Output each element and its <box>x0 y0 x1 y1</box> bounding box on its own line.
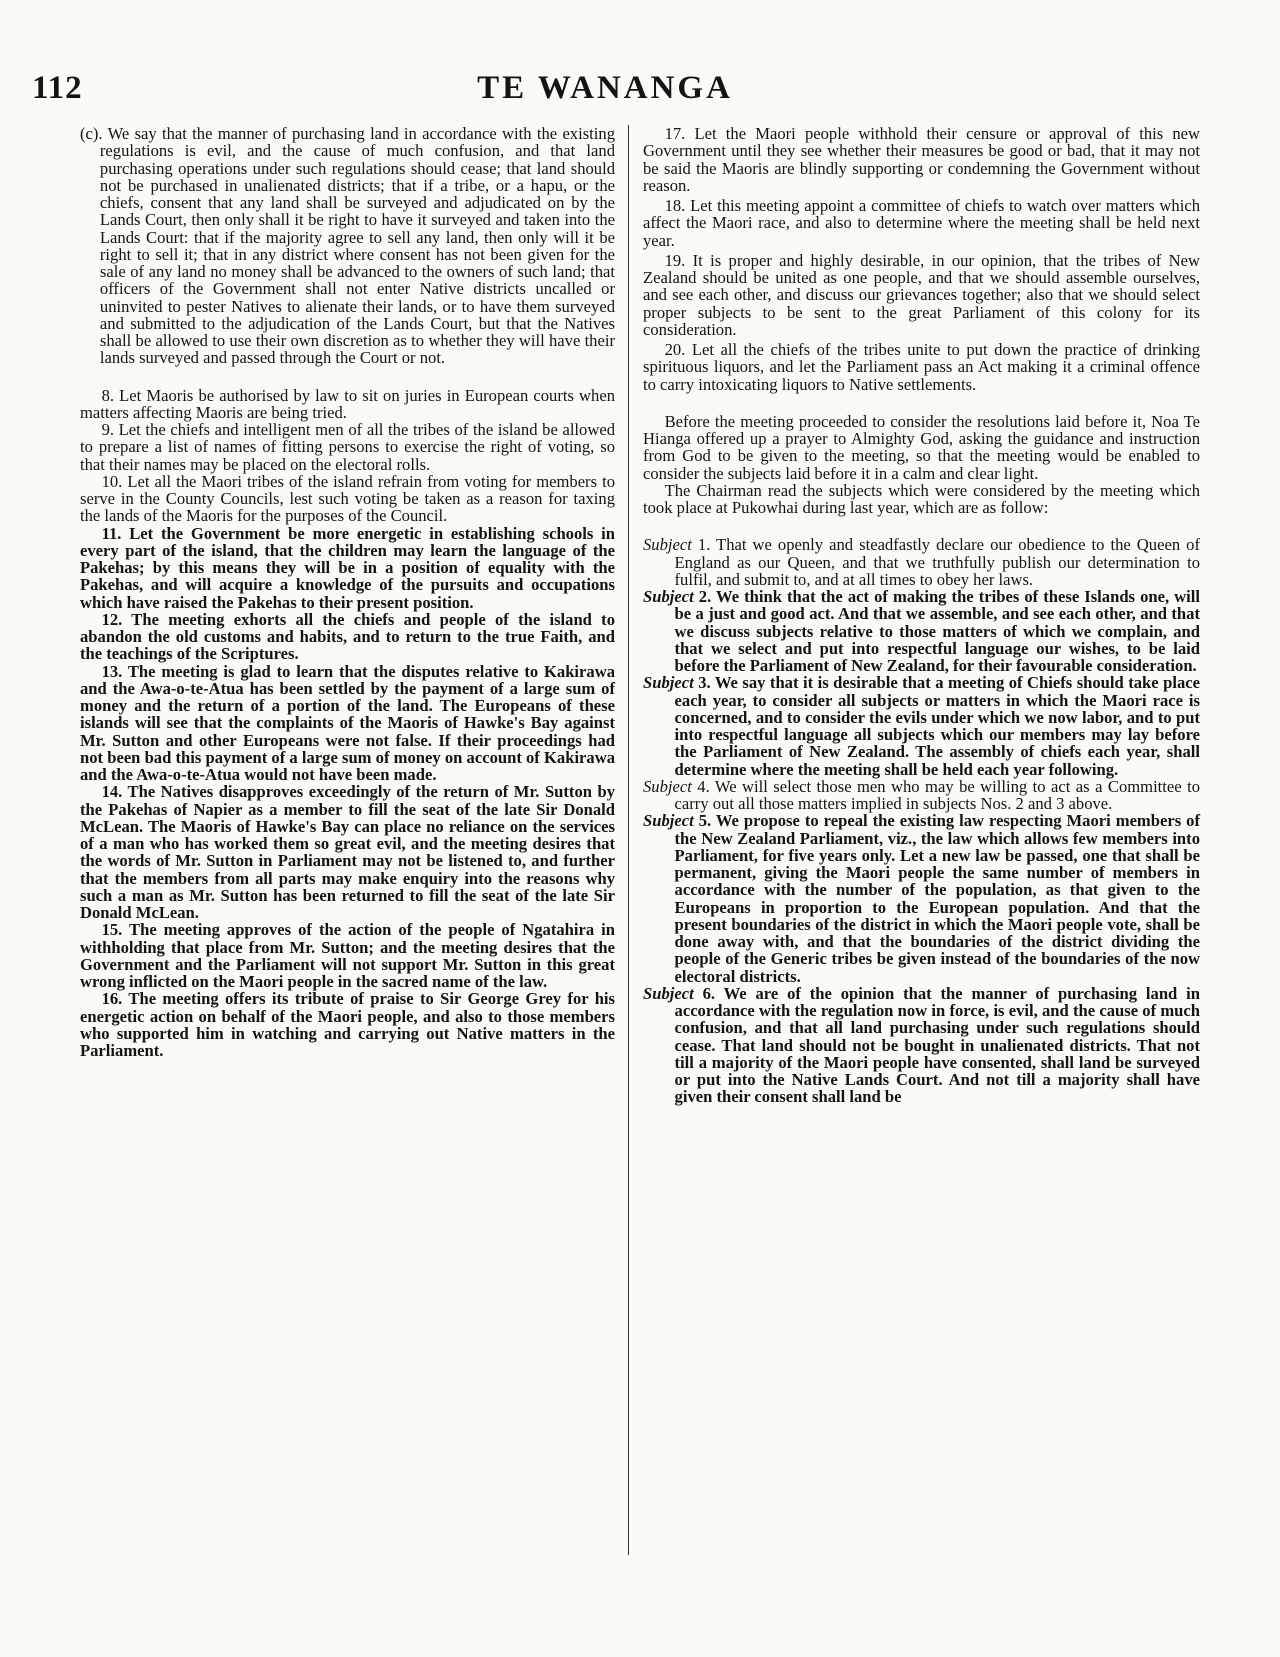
subject-text: 6. We are of the opinion that the manner of purchasing land in accordance with the regulation now in force, is evil, and the cause of much confusion, and that all land purchasing under such regulations should cease. That land should not be bought in unalienated districts. That not till a majority of the Maori people have consented, shall land be surveyed or put into the Native Lands Court. And not till a majority shall have given their consent shall land be <box>674 983 1200 1107</box>
subject-text: 1. That we openly and steadfastly declare our obedience to the Queen of England as our Queen, and that we truthfully publish our determination to fulfil, and submit to, and at all times to obey her laws. <box>674 535 1200 589</box>
paragraph-item-11: 11. Let the Government be more energetic in establishing schools in every part of the island, that the children may learn the language of the Pakehas; by this means they will be in a position of equality with the Pakehas, and will acquire a knowledge of the pursuits and occupations which have raised the Pakehas to their present position. <box>80 523 615 612</box>
column-divider <box>628 125 629 1555</box>
paragraph-item-18: 18. Let this meeting appoint a committee of chiefs to watch over matters which affect the Maori race, and also to determine where the meeting shall be held next year. <box>643 196 1200 250</box>
paragraph-item-12: 12. The meeting exhorts all the chiefs and people of the island to abandon the old customs and habits, and to return to the true Faith, and the teachings of the Scriptures. <box>80 609 615 664</box>
masthead-title: TE WANANGA <box>477 70 733 106</box>
paragraph-item-9: 9. Let the chiefs and intelligent men of all the tribes of the island be allowed to prepare a list of names of fitting persons to exercise the right of voting, so that their names may be placed on the electoral rolls. <box>80 420 615 474</box>
subject-item-2 <box>643 588 1200 674</box>
paragraph-item-17: 17. Let the Maori people withhold their censure or approval of this new Government until they see whether their measures be good or bad, that it may not be said the Maoris are blindly supporting or condemning the Government without reason. <box>643 124 1200 195</box>
paragraph-item-c: (c). We say that the manner of purchasing land in accordance with the existing regulations is evil, and the cause of much confusion, and that land purchasing operations under such regulations should cease; that land should not be purchased in unalienated districts; that if a tribe, or a hapu, or the chiefs, consent that any land shall be surveyed and adjudicated on by the Lands Court, then only shall it be right to have it surveyed and taken into the Lands Court: that if the majority agree to sell any land, then only will it be right to sell it; that in any district where consent has not been given for the sale of any land no money shall be advanced to the owners of such land; that officers of the Government shall not enter Native districts uncalled or uninvited to pester Natives to alienate their lands, or to have them surveyed and submitted to the adjudication of the Lands Court, but that the Natives shall be allowed to use their own discretion as to whether they will have their lands surveyed and passed through the Court or not. <box>80 124 615 368</box>
subject-label: Subject <box>643 587 694 606</box>
right-column <box>643 125 1200 1106</box>
subject-item-6 <box>643 985 1200 1106</box>
subject-label: Subject <box>643 776 692 796</box>
subject-item-5 <box>643 812 1200 985</box>
left-column <box>80 125 615 1059</box>
page-number: 112 <box>32 70 83 106</box>
paragraph-item-20: 20. Let all the chiefs of the tribes unite to put down the practice of drinking spirituous liquors, and let the Parliament pass an Act making it a criminal offence to carry intoxicating liquors to Native settlements. <box>643 340 1200 394</box>
paragraph-item-14: 14. The Natives disapproves exceedingly of the return of Mr. Sutton by the Pakehas of Napier as a member to fill the seat of the late Sir Donald McLean. The Maoris of Hawke's Bay can place no reliance on the services of a man who has worked them so great evil, and the meeting desires that the words of Mr. Sutton in Parliament may not be listened to, and further that the members from all parts may make enquiry into the reasons why such a man as Mr. Sutton has been returned to fill the seat of the late Sir Donald McLean. <box>80 782 615 922</box>
subject-label: Subject <box>643 983 694 1003</box>
paragraph-item-13: 13. The meeting is glad to learn that the disputes relative to Kakirawa and the Awa-o-te-Atua has been settled by the payment of a large sum of money and the return of a portion of the land. The Europeans of these islands will see that the complaints of the Maoris of Hawke's Bay against Mr. Sutton and other Europeans were not false. If their proceedings had not been bad this payment of a large sum of money on account of Kakirawa and the Awa-o-te-Atua would not have been made. <box>80 661 615 784</box>
subject-label: Subject <box>643 535 692 555</box>
subject-item-3 <box>643 674 1200 778</box>
paragraph-item-15: 15. The meeting approves of the action of the people of Ngatahira in withholding that place from Mr. Sutton; and the meeting desires that the Government and the Parliament will not support Mr. Sutton in this great wrong inflicted on the Maori people in the sacred name of the law. <box>80 920 615 991</box>
paragraph-item-16: 16. The meeting offers its tribute of praise to Sir George Grey for his energetic action on behalf of the Maori people, and also to those members who supported him in watching and carrying out Native matters in the Parliament. <box>80 989 615 1060</box>
subject-text: 4. We will select those men who may be willing to act as a Committee to carry out all those matters implied in subjects Nos. 2 and 3 above. <box>674 776 1200 813</box>
paragraph-item-19: 19. It is proper and highly desirable, in our opinion, that the tribes of New Zealand should be united as one people, and that we should assemble ourselves, and see each other, and discuss our grievances together; also that we should select proper subjects to be sent to the great Parliament of this colony for its consideration. <box>643 250 1200 339</box>
narrative-prayer: Before the meeting proceeded to consider the resolutions laid before it, Noa Te Hianga offered up a prayer to Almighty God, asking the guidance and instruction from God to be given to the meeting, so that the meeting would be enabled to consider the subjects laid before it in a calm and clear light. <box>643 411 1200 483</box>
subject-label: Subject <box>643 673 694 693</box>
subject-text: 3. We say that it is desirable that a meeting of Chiefs should take place each year, to consider all subjects or matters in which the Maori race is concerned, and to consider the evils under which we now labor, and to put into respectful language all subjects which our members may lay before the Parliament of New Zealand. The assembly of chiefs each year, shall determine where the meeting shall be held each year following. <box>674 673 1201 779</box>
subject-item-4 <box>643 778 1200 813</box>
narrative-chairman: The Chairman read the subjects which were considered by the meeting which took place at Pukowhai during last year, which are as follow: <box>643 480 1200 517</box>
subject-label: Subject <box>643 811 694 831</box>
subjects-list <box>643 536 1200 1105</box>
page-header <box>30 62 1180 112</box>
subject-item-1 <box>643 536 1200 588</box>
subject-text: 5. We propose to repeal the existing law respecting Maori members of the New Zealand Parliament, viz., the law which allows few members into Parliament, for five years only. Let a new law be passed, one that shall be permanent, giving the Maori people the same number of members in accordance with the number of the population, as that given to the Europeans in proportion to the European population. And that the present boundaries of the district in which the Maori people vote, shall be done away with, and that the boundaries of the district dividing the people of the Generic tribes be given instead of the boundaries of the now electoral districts. <box>674 811 1200 986</box>
subject-text: 2. We think that the act of making the tribes of these Islands one, will be a just and good act. And that we assemble, and see each other, and that we discuss subjects relative to those matters of which we complain, and that we select and put into respectful language our wishes, to be laid before the Parliament of New Zealand, for their favourable consideration. <box>674 587 1200 675</box>
paragraph-item-10: 10. Let all the Maori tribes of the island refrain from voting for members to serve in the County Councils, lest such voting be taken as a reason for taxing the lands of the Maoris for the purposes of the Council. <box>80 471 615 526</box>
paragraph-item-8: 8. Let Maoris be authorised by law to sit on juries in European courts when matters affecting Maoris are being tried. <box>80 385 615 422</box>
